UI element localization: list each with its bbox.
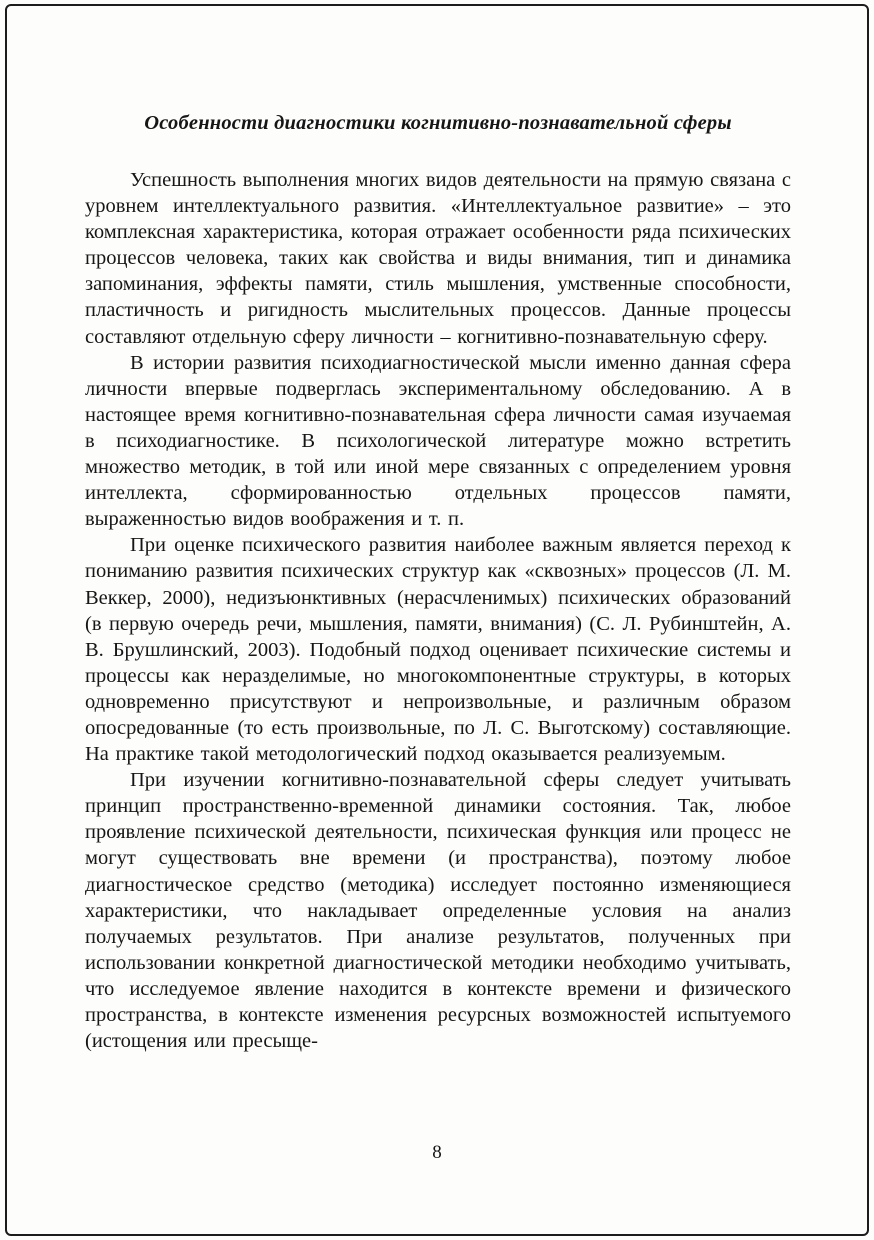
paragraph-3: При оценке психического развития наиболее важным является переход к пониманию развития психических структур как «сквозных» процессов (Л. М. Веккер, 2000), недизъюнктивных (нерасчленимых) психических образований (в первую очередь речи, мышления, памяти, внимания) (С. Л. Рубинштейн, А. В. Брушлинский, 2003). Подобный подход оценивает психические системы и процессы как неразделимые, но многокомпонентные структуры, в которых одновременно присутствуют и непроизвольные, и различным образом опосредованные (то есть произвольные, по Л. С. Выготскому) составляющие. На практике такой методологический подход оказывается реализуемым. [85, 534, 791, 766]
paragraph-4: При изучении когнитивно-познавательной сферы следует учитывать принцип пространственно-временной динамики состояния. Так, любое проявление психической деятельности, психическая функция или процесс не могут существовать вне времени (и пространства), поэтому любое диагностическое средство (методика) исследует постоянно изменяющиеся характеристики, что накладывает определенные условия на анализ получаемых результатов. При анализе результатов, полученных при использовании конкретной диагностической методики необходимо учитывать, что исследуемое явление находится в контексте времени и физического пространства, в контексте изменения ресурсных возможностей испытуемого (истощения или пресыще- [85, 769, 791, 1053]
page-title: Особенности диагностики когнитивно-познавательной сферы [144, 112, 732, 134]
paragraph-2: В истории развития психодиагностической мысли именно данная сфера личности впервые подверглась экспериментальному обследованию. А в настоящее время когнитивно-познавательная сфера личности самая изучаемая в психодиагностике. В психологической литературе можно встретить множество методик, в той или иной мере связанных с определением уровня интеллекта, сформированностью отдельных процессов памяти, выраженностью видов воображения и т. п. [85, 351, 791, 531]
page-content [85, 112, 791, 1054]
page-number: 8 [432, 1142, 442, 1163]
body-text [85, 167, 791, 1054]
paragraph-1: Успешность выполнения многих видов деятельности на прямую связана с уровнем интеллектуального развития. «Интеллектуальное развитие» – это комплексная характеристика, которая отражает особенности ряда психических процессов человека, таких как свойства и виды внимания, тип и динамика запоминания, эффекты памяти, стиль мышления, умственные способности, пластичность и ригидность мыслительных процессов. Данные процессы составляют отдельную сферу личности – когнитивно-познавательную сферу. [85, 169, 791, 348]
